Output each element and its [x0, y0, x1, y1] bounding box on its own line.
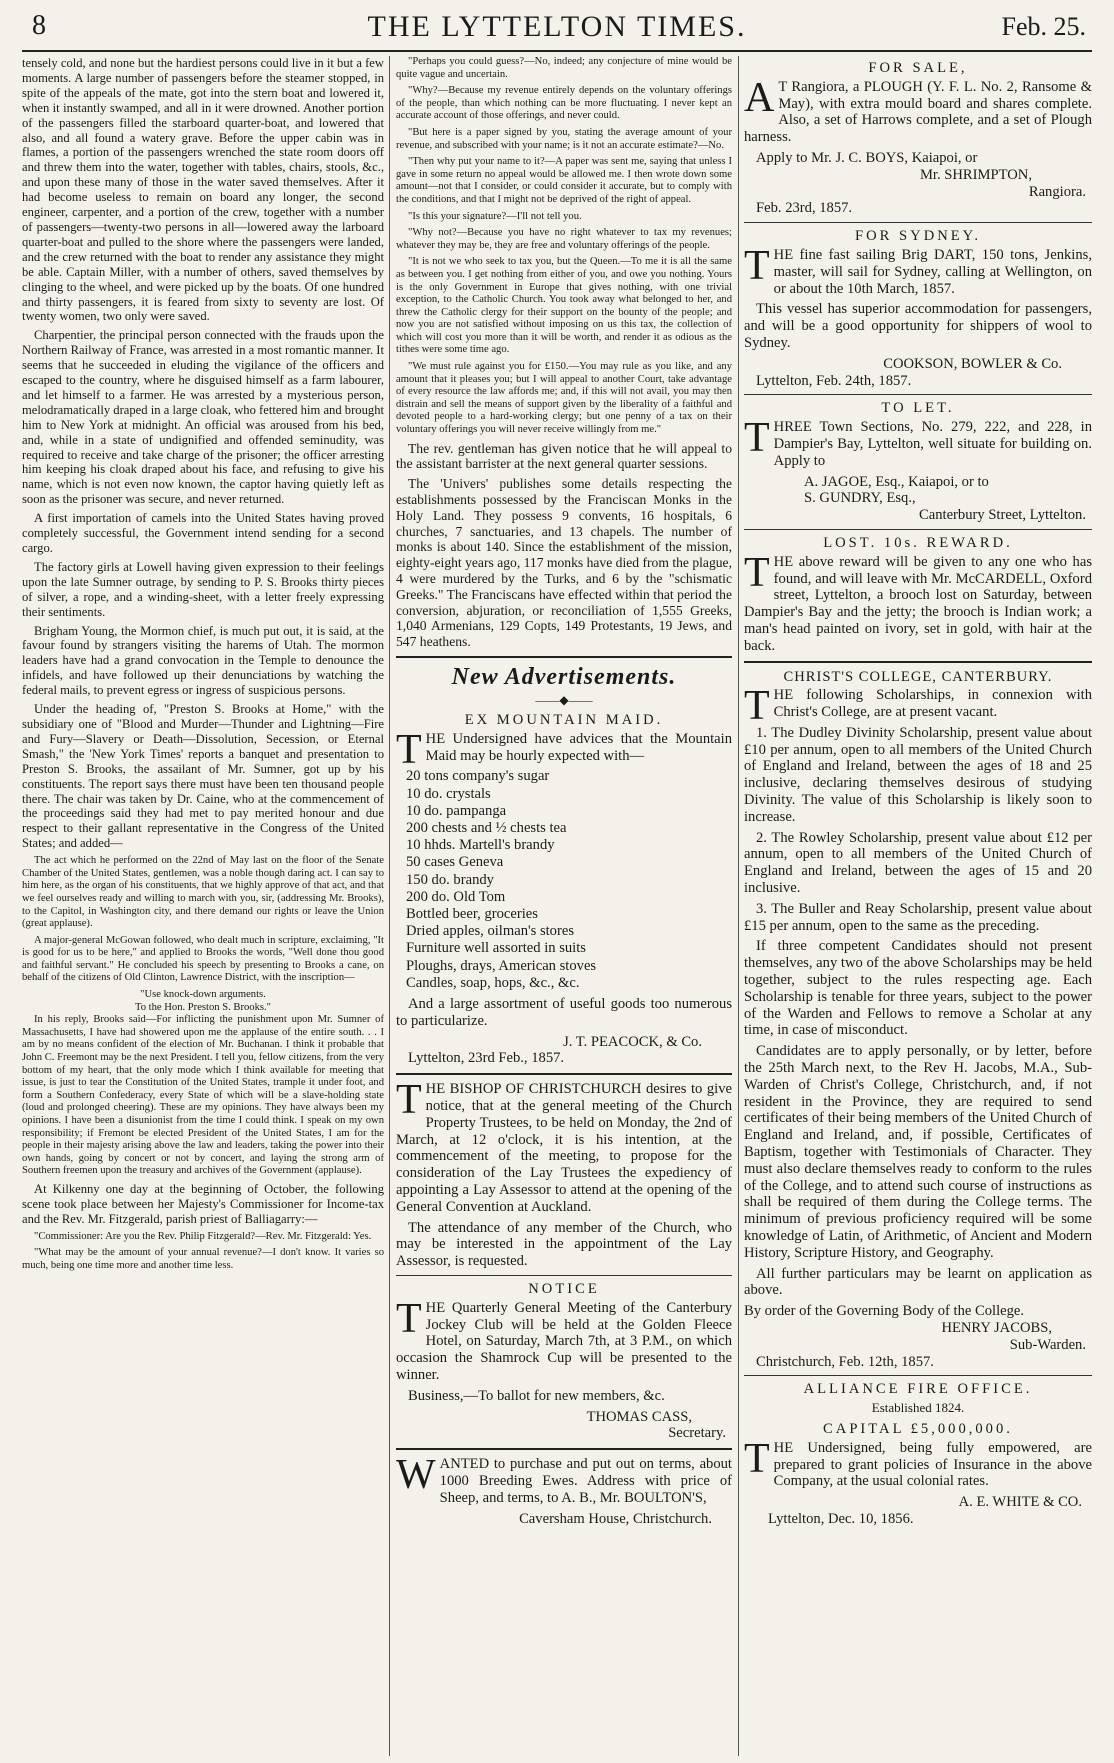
divider [744, 1375, 1092, 1376]
list-item: 200 do. Old Tom [406, 888, 506, 905]
ad-text: Business,—To ballot for new members, &c. [408, 1387, 665, 1404]
section-heading: New Advertisements. [451, 663, 677, 690]
divider [396, 1275, 732, 1276]
dialog-line: "What may be the amount of your annual revenue?—I don't know. It varies so much, being one time more and another time less. [22, 1247, 384, 1271]
ad-text: HE Undersigned, being fully empowered, are prepared to grant policies of Insurance in the above Company, at the usual colonial rates. [773, 1439, 1092, 1490]
ad-apply: Apply to Mr. J. C. BOYS, Kaiapoi, or [756, 149, 978, 166]
divider [396, 1073, 732, 1075]
ad-date: Christchurch, Feb. 12th, 1857. [756, 1353, 934, 1370]
ad-for-sydney [744, 228, 1092, 389]
ad-text: HE above reward will be given to any one who has found, and will leave with Mr. McCARDELL, Oxford street, Lyttelton, a brooch lost on Saturday, between Dampier's Bay and the jetty; the brooch is Indian work; a man's head painted on ivory, set in gold, with hair at the back. [744, 553, 1092, 654]
ad-date: Lyttelton, 23rd Feb., 1857. [408, 1050, 565, 1067]
ad-title: TO LET. [881, 400, 955, 417]
article-paragraph: The factory girls at Lowell having given expression to their feelings upon the late Sumner outrage, by sending to P. S. Brooks thirty pieces of silver, a rope, and a winding-sheet, with a letter freely expressing their sentiments. [22, 559, 384, 619]
column-ads [744, 56, 1092, 1756]
ad-text: HE BISHOP OF CHRISTCHURCH desires to give notice, that at the general meeting of the Church Property Trustees, to be held on Monday, the 2nd of March, at 12 o'clock, it is his intention, at the commencement of the meeting, to propose for the consideration of the Lay Trustees the expediency of appointing a Lay Assessor to attend at the opening of the General Convention at Auckland. [396, 1081, 732, 1215]
article-paragraph: Brigham Young, the Mormon chief, is much put out, it is said, at the favour found by strangers visiting the harems of Utah. The mormon leaders have had a grand convocation in the Temple to denounce the infidels, and have followed up their denunciations by watching the federal mails, to prevent egress or ingress of suspicious persons. [22, 623, 384, 698]
dialog-line: "Then why put your name to it?—A paper was sent me, saying that unless I gave in some return no appeal would be allowed me. I then wrote down some amount—not that I consider, or could consider it accurate, but to comply with the conditions, and that I might not be deprived of the right of appeal. [396, 156, 732, 205]
ad-signature: J. T. PEACOCK, & Co. [563, 1033, 702, 1050]
quoted-speech: The act which he performed on the 22nd of May last on the floor of the Senate Chamber of the United States, gentlemen, was a noble though daring act. I can say to him here, as the organ of his constituents, that we highly approve of that act, and that we feel ourselves ready and willing to march with you, sir, (addressing Mr. Brooks), to the Capitol, in Washington city, and there demand our rights or leave the Union (great applause). [22, 855, 384, 930]
issue-date: Feb. 25. [1001, 12, 1086, 41]
column-rule [738, 56, 739, 1756]
list-item: Ploughs, drays, American stoves [406, 957, 597, 974]
dialog-line: "Commissioner: Are you the Rev. Philip Fitzgerald?—Rev. Mr. Fitzgerald: Yes. [34, 1230, 372, 1242]
ad-text: This vessel has superior accommodation for passengers, and will be a good opportunity for shippers of wool to Sydney. [744, 301, 1092, 351]
quoted-speech: In his reply, Brooks said—For inflicting the punishment upon Mr. Sumner of Massachusetts, I have had showered upon me the applause of the entire south. . . I am by no means confident of the election of Mr. Buchanan. I think it probable that John C. Freemont may be the next President. I tell you, fellow citizens, from the very bottom of my heart, that the only mode which I think available for meeting that issue, is just to tear the Constitution of the United States, trample it under foot, and form a Southern Confederacy, every State of which will be a slave-holding state (loud and prolonged cheering). These are my opinions. They have always been my opinions. I have been a disunionist from the time I could think. I speak on my own responsibility; if Fremont be elected President of the United States, I am for the people in their majesty arising above the law and leaders, taking the power into their own hands, going by concert or not by concert, and laying the strong arm of Southern freemen upon the treasury and archives of the Government (applause). [22, 1014, 384, 1177]
list-item: 10 do. crystals [406, 785, 491, 802]
drop-cap: T [396, 726, 422, 773]
ad-title: ALLIANCE FIRE OFFICE. [803, 1381, 1033, 1398]
drop-cap: T [744, 549, 770, 596]
ad-text: HE Quarterly General Meeting of the Canterbury Jockey Club will be held at the Golden Fleece Hotel, on Saturday, March 7th, at 3 P.M., on which occasion the Shamrock Cup will be presented to the winner. [396, 1299, 732, 1383]
ad-address: Caversham House, Christchurch. [519, 1510, 712, 1527]
ad-title: LOST. 10s. REWARD. [823, 534, 1013, 551]
ad-lost-reward [744, 535, 1092, 655]
dialog-line: "Why not?—Because you have no right whatever to tax my revenues; whatever they may be, they are free and voluntary offerings of the people. [396, 227, 732, 251]
article-paragraph: At Kilkenny one day at the beginning of October, the following scene took place between her Majesty's Commissioner for Income-tax and the Rev. Mr. Fitzgerald, parish priest of Balliagarry:— [22, 1181, 384, 1226]
masthead [22, 6, 1092, 52]
ad-title: CHRIST'S COLLEGE, CANTERBURY. [783, 668, 1053, 685]
ad-text: The attendance of any member of the Church, who may be interested in the appointment of the Lay Assessor, is requested. [396, 1219, 732, 1270]
ad-title: EX MOUNTAIN MAID. [464, 711, 664, 728]
drop-cap: T [744, 242, 770, 289]
ad-text: All further particulars may be learnt on application as above. [744, 1265, 1092, 1299]
list-item: Dried apples, oilman's stores [406, 923, 574, 940]
ad-signature: COOKSON, BOWLER & Co. [883, 355, 1062, 372]
ad-text: HE Undersigned have advices that the Mountain Maid may be hourly expected with— [425, 730, 732, 764]
cane-inscription [22, 989, 384, 1014]
drop-cap: A [744, 74, 775, 121]
quoted-speech: A major-general McGowan followed, who dealt much in scripture, exclaiming, "It is good for us to be here," and applied to Brooks the words, "Well done thou good and faithful servant." He concluded his speech by presenting to Brooks a cane, on behalf of the citizens of Old Clinton, Lawrence District, with the inscription— [22, 934, 384, 984]
divider [396, 656, 732, 658]
drop-cap: T [744, 1435, 770, 1482]
ad-text: And a large assortment of useful goods too numerous to particularize. [396, 996, 732, 1029]
list-item: 200 chests and ½ chests tea [406, 819, 567, 836]
dialog-line: "But here is a paper signed by you, stating the average amount of your revenue, and subscribed with your name; is it not an accurate estimate?—No. [396, 126, 732, 151]
ad-text: HREE Town Sections, No. 279, 222, and 228, in Dampier's Bay, Lyttelton, well situate for building on. Apply to [773, 419, 1092, 469]
list-item: 10 hhds. Martell's brandy [406, 837, 555, 854]
ornament-icon: ——◆—— [535, 692, 593, 707]
ad-jockey-club [396, 1281, 732, 1442]
ad-for-sale [744, 60, 1092, 217]
ad-text: HE following Scholarships, in connexion with Christ's College, are at present vacant. [773, 687, 1092, 721]
article-paragraph: Charpentier, the principal person connected with the frauds upon the Northern Railway of France, was arrested in a most romantic manner. It seems that he succeeded in eluding the vigilance of the officers and escaped to the country, where he disguised himself as a farm labourer, and let himself to a farmer. He was arrested by a mysterious person, melodramatically draped in a large cloak, who fettered him and brought him to New York at midnight. An official was aroused from his bed, and, while in a state of undignified and offended seminudity, was required to receive and take charge of the prisoner; the officer arresting him keeping his cloak draped about his face, and refusing to give his name, which is not even now known, the captor having quietly left as soon as the prisoner was secure, and never returned. [22, 328, 384, 507]
article-paragraph: A first importation of camels into the United States having proved completely successful, the Government intend sending for a second cargo. [22, 511, 384, 555]
ad-date: Feb. 23rd, 1857. [756, 200, 853, 217]
column-news [22, 56, 384, 1756]
divider [744, 529, 1092, 530]
dialog-line: "Is this your signature?—I'll not tell you. [408, 210, 582, 222]
ad-signature-title: Secretary. [668, 1425, 726, 1442]
inscription-line: "Use knock-down arguments. [140, 989, 266, 1001]
drop-cap: T [396, 1295, 422, 1342]
newspaper-title: THE LYTTELTON TIMES. [367, 10, 747, 43]
article-paragraph: The 'Univers' publishes some details respecting the establishments possessed by the Franciscan Monks in the Holy Land. They possess 9 convents, 16 hospitals, 6 churches, 7 sanctuaries, and 13 chapels. The number of monks is about 140. Since the establishment of the mission, eighty-eight years ago, 117 monks have died from the plague, 4 were murdered by the Turks, and 6 by the "schismatic Greeks." The Franciscans have effected within that period the conversion, abjuration, or reconciliation of 1,555 Greeks, 1,040 Armenians, 129 Copts, 149 Protestants, 19 Jews, and 547 heathens. [396, 476, 732, 650]
list-item: 10 do. pampanga [406, 802, 507, 819]
ad-signature-title: Sub-Warden. [1009, 1336, 1086, 1353]
column-middle [396, 56, 732, 1756]
ad-order: By order of the Governing Body of the College. [744, 1303, 1025, 1320]
divider [396, 1448, 732, 1450]
list-item: Bottled beer, groceries [406, 906, 538, 922]
list-item: 20 tons company's sugar [406, 768, 550, 785]
ad-contact: A. JAGOE, Esq., Kaiapoi, or to [804, 473, 989, 490]
article-paragraph: The rev. gentleman has given notice that he will appeal to the assistant barrister at the next general quarter sessions. [396, 440, 732, 472]
page-number: 8 [32, 10, 46, 41]
list-item: Furniture well assorted in suits [406, 940, 586, 957]
ad-christs-college [744, 669, 1092, 1371]
ad-mountain-maid [396, 712, 732, 1067]
ad-text: 1. The Dudley Divinity Scholarship, present value about £10 per annum, open to all members of the United Church of England and Ireland, between the ages of 18 and 25 inclusive, declaring themselves desirous of studying Divinity. The value of this Scholarship is likely soon to increase. [744, 724, 1092, 825]
ad-place: Rangiora. [1028, 183, 1086, 200]
article-paragraph: Under the heading of, "Preston S. Brooks at Home," with the subsidiary one of "Blood and Murder—Thunder and Lightning—Fire and Fury—Slavery or Death—Dissolution, Secession, or Eternal Smash," the 'New York Times' reports a banquet and presentation to Preston S. Brooks, the assailant of Mr. Sumner, got up by his constituents. The report says there must have been ten thousand people there. The chair was taken by Dr. Caine, who at the commencement of the proceedings said they had met to pay merited honour and due respect to their gallant representative in the Congress of the United States; and added— [22, 702, 384, 851]
ad-signature: A. E. WHITE & CO. [958, 1494, 1082, 1511]
ad-alliance-fire [744, 1381, 1092, 1527]
column-rule [389, 56, 390, 1756]
ad-signature: Mr. SHRIMPTON, [919, 166, 1032, 183]
ad-capital: CAPITAL £5,000,000. [823, 1420, 1013, 1437]
ad-text: If three competent Candidates should not present themselves, any two of the above Scholarships may be held together, subject to the rules respecting age. Each Scholarship is tenable for three years, subject to the power of the Warden and Fellows to remove a Scholar at any time, in case of misconduct. [744, 938, 1092, 1039]
ad-signature: THOMAS CASS, [586, 1408, 692, 1425]
ad-text: ANTED to purchase and put out on terms, about 1000 Breeding Ewes. Address with price of Sheep, and terms, to A. B., Mr. BOULTON'S, [439, 1456, 732, 1506]
drop-cap: T [396, 1077, 422, 1124]
list-item: 150 do. brandy [406, 871, 494, 888]
ad-wanted-ewes [396, 1452, 732, 1527]
ad-text: HE fine fast sailing Brig DART, 150 tons, Jenkins, master, will sail for Sydney, calling at Wellington, on or about the 10th March, 1857. [773, 246, 1092, 297]
ad-to-let [744, 400, 1092, 524]
ad-date: Lyttelton, Feb. 24th, 1857. [756, 372, 912, 389]
ad-title: FOR SALE, [868, 60, 968, 76]
ad-title: FOR SYDNEY. [855, 228, 981, 245]
divider [744, 394, 1092, 395]
ad-bishop-notice [396, 1077, 732, 1270]
ad-established: Established 1824. [871, 1400, 965, 1416]
ad-text: T Rangiora, a PLOUGH (Y. F. L. No. 2, Ransome & May), with extra mould board and shares complete. Also, a set of Harrows complete, and a set of Plough harness. [744, 78, 1092, 146]
ad-text: 3. The Buller and Reay Scholarship, present value about £15 per annum, open to the same as the preceding. [744, 900, 1092, 934]
ad-contact: S. GUNDRY, Esq., [804, 490, 916, 507]
list-item: Candles, soap, hops, &c., &c. [406, 974, 580, 991]
dialog-line: "Perhaps you could guess?—No, indeed; any conjecture of mine would be quite vague and uncertain. [396, 56, 732, 80]
article-paragraph: tensely cold, and none but the hardiest persons could live in it but a few moments. A large number of passengers before the steamer stopped, in spite of the appeals of the mate, got into the stern boat and lowered it, when it instantly swamped, and all in it were drowned. Another portion of the passengers filled the starboard quarter-boat, and lowered that also, and all found a watery grave. Before the upper cabin was in flames, a portion of the passengers wrenched the state room doors off and threw them into the water, together with tables, chairs, stools, &c., and upon these many of those in the water saved themselves. After it had become useless to remain on board any longer, the second engineer, carpenter, and a portion of the crew, together with a number of passengers—twenty-two persons in all—lowered away the larboard quarter-boat and pulled to the shore where the passengers were landed, and the crew returned with the boat to render any assistance they might be able. Captain Miller, with a number of others, saved themselves by clinging to the wheel, and were picked up by the boats. Of one hundred and thirty passengers, it is feared from sixty to seventy are lost. Of twenty women, two only were saved. [22, 56, 384, 324]
drop-cap: T [744, 415, 770, 462]
ad-date: Lyttelton, Dec. 10, 1856. [768, 1510, 914, 1527]
divider [744, 222, 1092, 223]
ad-title: NOTICE [528, 1280, 600, 1297]
inscription-line: To the Hon. Preston S. Brooks." [134, 1001, 271, 1013]
dialog-line: "Why?—Because my revenue entirely depends on the voluntary offerings of the people, than which nothing can be more fluctuating. I never kept an accurate account of those offerings, and never could. [396, 85, 732, 122]
goods-list [396, 768, 732, 992]
ad-contact: Canterbury Street, Lyttelton. [919, 507, 1086, 524]
dialog-line: "It is not we who seek to tax you, but the Queen.—To me it is all the same as between you. I get nothing from either of you, and owe you nothing. Yours is the only Government in Europe that gives nothing, with one trivial exception, to the Catholic Church. You took away what belonged to her, and threw the Catholic clergy for their support on the bounty of the people; and now you are not satisfied without imposing on us this tax, the collection of which will cost you more than it will be worth, and render it as odious as the tithes were some time ago. [396, 256, 732, 356]
ad-signature: HENRY JACOBS, [941, 1319, 1052, 1336]
drop-cap: W [396, 1452, 436, 1499]
list-item: 50 cases Geneva [406, 854, 504, 871]
drop-cap: T [744, 683, 770, 730]
ad-text: Candidates are to apply personally, or by letter, before the 25th March next, to the Rev H. Jacobs, M.A., Sub-Warden of Christ's College, Christchurch, and, if not resident in the Province, they are required to send certificates of their being members of the United Church of England and Ireland, and, if possible, Certificates of Baptism, together with Testimonials of Character. They must also declare themselves ready to conform to the rules of the College, and to attend such course of instructions as shall be required of them during the College terms. The minimum of previous proficiency required will be some knowledge of Latin, of Arithmetic, of Ancient and Modern History, Scripture History, and Geography. [744, 1043, 1092, 1261]
divider [744, 661, 1092, 663]
ad-text: 2. The Rowley Scholarship, present value about £12 per annum, open to all members of the United Church of England and Ireland, between the ages of 15 and 20 inclusive. [744, 829, 1092, 897]
dialog-line: "We must rule against you for £150.—You may rule as you like, and any amount that it pleases you; but I will appeal to another Court, take advantage of every resource the law affords me; and, if this will not avail, you may then distrain and sell the means of support given by the liberality of a faithful and devoted people to a hard-working clergy; but one penny of a tax on their voluntary offerings you will never receive willingly from me." [396, 361, 732, 436]
